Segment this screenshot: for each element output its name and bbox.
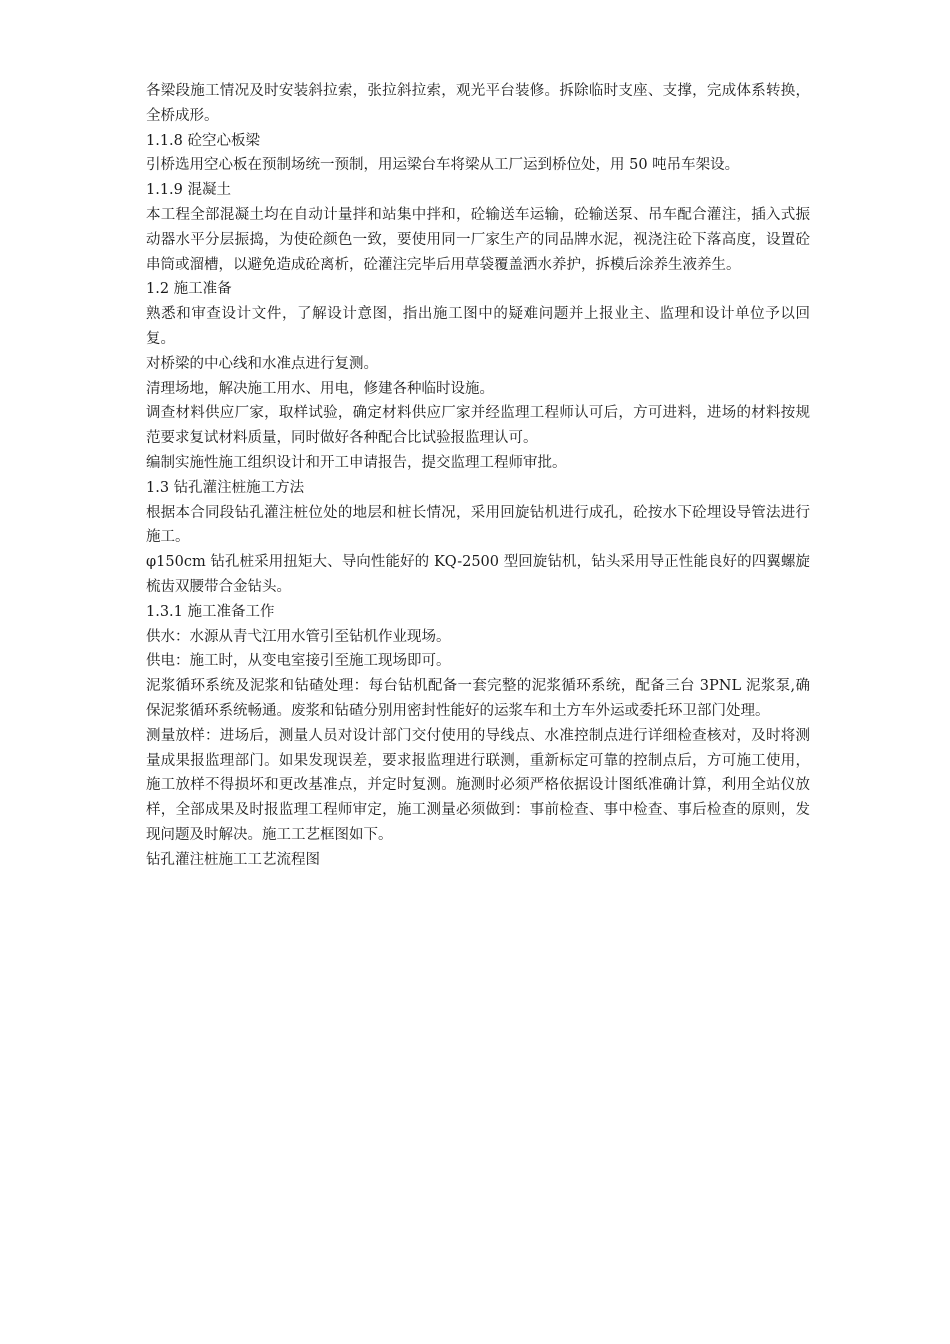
section-heading: 1.3.1 施工准备工作 bbox=[146, 603, 275, 620]
body-paragraph: 编制实施性施工组织设计和开工申请报告，提交监理工程师审批。 bbox=[146, 454, 567, 471]
body-paragraph: 本工程全部混凝土均在自动计量拌和站集中拌和，砼输送车运输，砼输送泵、吊车配合灌注，插入式振动器水平分层振捣，为使砼颜色一致，要使用同一厂家生产的同品牌水泥，视浇注砼下落高度，设置砼串筒或溜槽，以避免造成砼离析，砼灌注完毕后用草袋覆盖洒水养护，拆模后涂养生液养生。 bbox=[146, 206, 810, 273]
section-heading: 1.3 钻孔灌注桩施工方法 bbox=[146, 479, 305, 496]
document-body bbox=[146, 79, 810, 873]
body-paragraph: 引桥选用空心板在预制场统一预制，用运梁台车将梁从工厂运到桥位处，用 50 吨吊车架设。 bbox=[146, 157, 740, 174]
body-paragraph: 钻孔灌注桩施工工艺流程图 bbox=[146, 851, 320, 868]
section-heading: 1.1.8 砼空心板梁 bbox=[146, 132, 261, 149]
body-paragraph: 清理场地，解决施工用水、用电，修建各种临时设施。 bbox=[146, 380, 494, 397]
body-paragraph: 调查材料供应厂家，取样试验，确定材料供应厂家并经监理工程师认可后，方可进料，进场的材料按规范要求复试材料质量，同时做好各种配合比试验报监理认可。 bbox=[146, 405, 810, 447]
body-paragraph: 根据本合同段钻孔灌注桩位处的地层和桩长情况，采用回旋钻机进行成孔，砼按水下砼埋设导管法进行施工。 bbox=[146, 504, 810, 546]
body-paragraph: 测量放样：进场后，测量人员对设计部门交付使用的导线点、水准控制点进行详细检查核对，及时将测量成果报监理部门。如果发现误差，要求报监理进行联测，重新标定可靠的控制点后，方可施工使用，施工放样不得损坏和更改基准点，并定时复测。施测时必须严格依据设计图纸准确计算，利用全站仪放样，全部成果及时报监理工程师审定，施工测量必须做到：事前检查、事中检查、事后检查的原则，发现问题及时解决。施工工艺框图如下。 bbox=[146, 727, 810, 843]
body-paragraph: 熟悉和审查设计文件，了解设计意图，指出施工图中的疑难问题并上报业主、监理和设计单位予以回复。 bbox=[146, 306, 810, 347]
body-paragraph: φ150cm 钻孔桩采用扭矩大、导向性能好的 KQ-2500 型回旋钻机，钻头采用导正性能良好的四翼螺旋梳齿双腰带合金钻头。 bbox=[146, 554, 810, 595]
section-heading: 1.1.9 混凝土 bbox=[146, 182, 232, 199]
section-heading: 1.2 施工准备 bbox=[146, 281, 232, 298]
body-paragraph: 供电：施工时，从变电室接引至施工现场即可。 bbox=[146, 653, 451, 670]
body-paragraph: 泥浆循环系统及泥浆和钻碴处理：每台钻机配备一套完整的泥浆循环系统，配备三台 3PNL 泥浆泵,确保泥浆循环系统畅通。废浆和钻碴分别用密封性能好的运浆车和土方车外运或委托环卫部门处理。 bbox=[146, 678, 810, 719]
body-paragraph: 各梁段施工情况及时安装斜拉索，张拉斜拉索，观光平台装修。拆除临时支座、支撑，完成体系转换，全桥成形。 bbox=[146, 83, 810, 124]
body-paragraph: 对桥梁的中心线和水准点进行复测。 bbox=[146, 355, 378, 372]
body-paragraph: 供水：水源从青弋江用水管引至钻机作业现场。 bbox=[146, 628, 451, 645]
